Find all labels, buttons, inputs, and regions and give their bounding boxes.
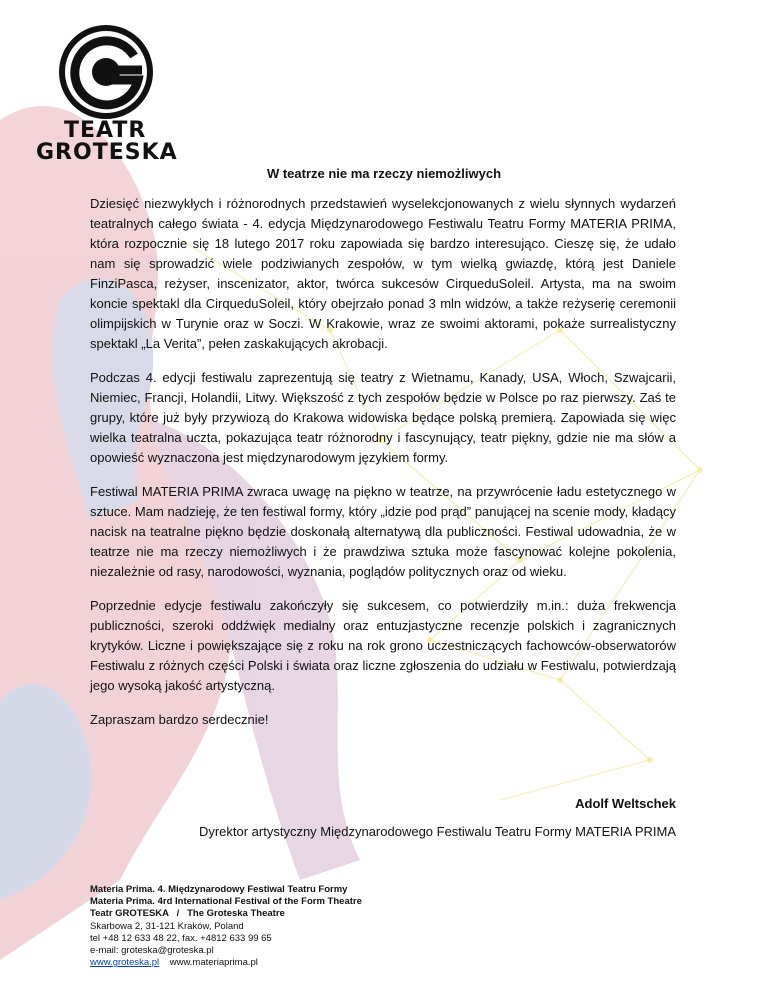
footer-theatre: Teatr GROTESKA / The Groteska Theatre [90, 908, 285, 920]
paragraph: Poprzednie edycje festiwalu zakończyły się sukcesem, co potwierdziły m.in.: duża frekwencja publiczności, szeroki oddźwięk medialny oraz entuzjastyczne recenzje polskich i zagranicznych krytyków. Liczne i powiększające się z roku na rok grono uczestniczących fachowców-obserwatorów Festiwalu z różnych części Polski i świata oraz liczne zgłoszenia do udziału w Festiwalu, potwierdzają jego wysoką jakość artystyczną. [90, 598, 676, 693]
signature-name: Adolf Weltschek [575, 796, 676, 811]
paragraph: Dziesięć niezwykłych i różnorodnych przedstawień wyselekcjonowanych z wielu słynnych wydarzeń teatralnych całego świata - 4. edycja Międzynarodowego Festiwalu Teatru Formy MATERIA PRIMA, która rozpocznie się 18 lutego 2017 roku zapowiada się bardzo interesująco. Cieszę się, że udało nam się sprowadzić wiele podziwianych zespołów, w tym wielką gwiazdę, którą jest Daniele FinziPasca, reżyser, inscenizator, aktor, twórca sukcesów CirqueduSoleil. Artysta, ma na swoim koncie spektakl dla CirqueduSoleil, który obejrzało ponad 3 mln widzów, a także reżyserię ceremonii olimpijskich w Turynie oraz w Soczi. W Krakowie, wraz ze swoimi aktorami, pokaże surrealistyczny spektakl „La Verita”, pełen zaskakujących akrobacji. [90, 196, 676, 351]
paragraph: Podczas 4. edycji festiwalu zaprezentują się teatry z Wietnamu, Kanady, USA, Włoch, Szwajcarii, Niemiec, Francji, Holandii, Litwy. Większość z tych zespołów będzie w Polsce po raz pierwszy. Zaś te grupy, które już były przywiozą do Krakowa widowiska będące polską premierą. Zapowiada się więc wielka teatralna uczta, pokazująca teatr różnorodny i fascynujący, teatr piękny, gdzie nie ma słów a opowieść wyznaczona jest międzynarodowym językiem formy. [90, 370, 676, 465]
document-title: W teatrze nie ma rzeczy niemożliwych [266, 166, 502, 181]
footer-festival-pl: Materia Prima. 4. Międzynarodowy Festiwal Teatru Formy [90, 884, 348, 895]
footer-address: Skarbowa 2, 31-121 Kraków, Poland [90, 920, 244, 932]
letter-body [90, 194, 676, 744]
footer-email: e-mail: groteska@groteska.pl [90, 945, 214, 957]
paragraph: Festiwal MATERIA PRIMA zwraca uwagę na piękno w teatrze, na przywrócenie ładu estetycznego w sztuce. Mam nadzieję, że ten festiwal formy, który „idzie pod prąd” panującej na scenie mody, kładący nacisk na teatralne piękno będzie doskonałą alternatywą dla publiczności. Festiwal udowadnia, że w teatrze nie ma rzeczy niemożliwych i że prawdziwa sztuka może fascynować kolejne pokolenia, niezależnie od rasy, narodowości, wyznania, poglądów politycznych oraz od wieku. [90, 484, 676, 579]
groteska-g-mark-icon [56, 22, 156, 122]
signature-role: Dyrektor artystyczny Międzynarodowego Festiwalu Teatru Formy MATERIA PRIMA [198, 824, 676, 839]
footer-phone: tel +48 12 633 48 22, fax. +4812 633 99 65 [90, 932, 272, 944]
logo-word-groteska: GROTESKA [36, 140, 178, 165]
groteska-link[interactable]: www.groteska.pl [90, 957, 160, 969]
footer-festival-en: Materia Prima. 4rd International Festival of the Form Theatre [90, 896, 362, 908]
footer-contact [90, 884, 362, 969]
logo-word-teatr: TEATR [64, 118, 147, 143]
closing-line: Zapraszam bardzo serdecznie! [90, 712, 269, 727]
footer-links [90, 957, 362, 969]
materiaprima-link[interactable]: www.materiaprima.pl [169, 957, 258, 969]
